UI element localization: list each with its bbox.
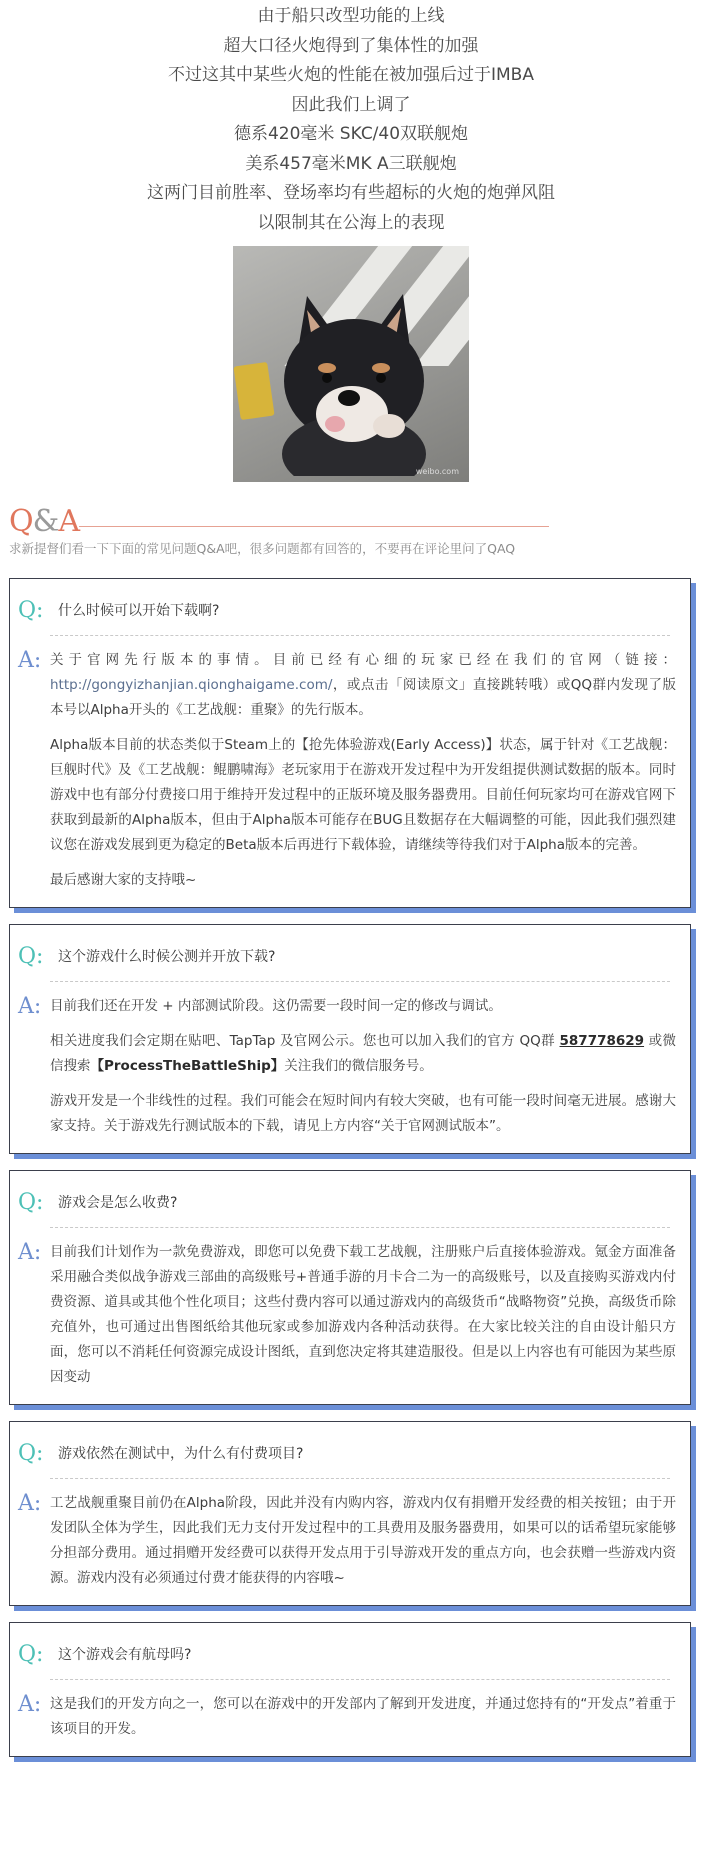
question-label: Q: xyxy=(18,597,44,623)
qq-group-number: 587778629 xyxy=(559,1033,645,1049)
image-watermark: weibo.com xyxy=(415,467,459,476)
answer-paragraph: 工艺战舰重聚目前仍在Alpha阶段，因此并没有内购内容，游戏内仅有捐赠开发经费的相关按钮；由于开发团队全体为学生，因此我们无力支付开发过程中的工具费用及服务器费用，如果可以的话希望玩家能够分担部分费用。通过捐赠开发经费可以获得开发点用于引导游戏开发的重点方向，也会获赠一些游戏内资源。游戏内没有必须通过付费才能获得的内容哦~ xyxy=(50,1495,676,1586)
intro-line: 德系420毫米 SKC/40双联舰炮 xyxy=(233,124,469,144)
answer-label: A: xyxy=(18,648,42,673)
intro-line: 以限制其在公海上的表现 xyxy=(257,212,445,233)
answer-paragraph: 关于官网先行版本的事情。目前已经有心细的玩家已经在我们的官网（链接：http://gongyizhanjian.qionghaigame.com/，或点击「阅读原文」直接跳转哦）或QQ群内发现了版本号以Alpha开头的《工艺战舰：重聚》的先行版本。 xyxy=(50,652,676,718)
question-text: 这个游戏什么时候公测并开放下载? xyxy=(58,949,276,965)
faq-card-download xyxy=(9,578,691,908)
answer-paragraph: Alpha版本目前的状态类似于Steam上的【抢先体验游戏(Early Access)】状态，属于针对《工艺战舰：巨舰时代》及《工艺战舰：鲲鹏啸海》老玩家用于在游戏开发过程中为开发组提供测试数据的版本。同时游戏中也有部分付费接口用于维持开发过程中的正版环境及服务器费用。目前任何玩家均可在游戏官网下获取到最新的Alpha版本，但由于Alpha版本可能存在BUG且数据存在大幅调整的可能，因此我们强烈建议您在游戏发展到更为稳定的Beta版本后再进行下载体验，请继续等待我们对于Alpha版本的完善。 xyxy=(50,737,676,853)
faq-card-pricing xyxy=(9,1170,691,1405)
official-site-link[interactable]: http://gongyizhanjian.qionghaigame.com/ xyxy=(50,677,333,693)
intro-line: 超大口径火炮得到了集体性的加强 xyxy=(223,35,479,56)
wechat-account: 【ProcessTheBattleShip】 xyxy=(90,1058,285,1074)
answer-label: A: xyxy=(18,1491,42,1516)
intro-line: 这两门目前胜率、登场率均有些超标的火炮的炮弹风阻 xyxy=(147,183,555,203)
question-text: 什么时候可以开始下载啊? xyxy=(58,603,220,619)
intro-line: 由于船只改型功能的上线 xyxy=(257,6,445,26)
dog-illustration xyxy=(277,286,431,476)
question-text: 游戏会是怎么收费? xyxy=(58,1195,178,1211)
faq-card-paid-items xyxy=(9,1421,691,1606)
qa-header xyxy=(9,504,702,560)
shiba-dog-image xyxy=(233,246,469,482)
question-label: Q: xyxy=(18,1440,44,1466)
intro-text xyxy=(0,0,702,238)
answer-paragraph: 游戏开发是一个非线性的过程。我们可能会在短时间内有较大突破，也有可能一段时间毫无进展。感谢大家支持。关于游戏先行测试版本的下载，请见上方内容“关于官网测试版本”。 xyxy=(50,1093,676,1134)
answer-paragraph: 这是我们的开发方向之一，您可以在游戏中的开发部内了解到开发进度，并通过您持有的“开发点”着重于该项目的开发。 xyxy=(50,1696,676,1737)
question-label: Q: xyxy=(18,1189,44,1215)
question-text: 游戏依然在测试中，为什么有付费项目? xyxy=(58,1446,304,1462)
faq-card-carriers xyxy=(9,1622,691,1757)
answer-label: A: xyxy=(18,1240,42,1265)
question-label: Q: xyxy=(18,1641,44,1667)
faq-card-public-test xyxy=(9,924,691,1154)
answer-label: A: xyxy=(18,1692,42,1717)
intro-line: 因此我们上调了 xyxy=(291,94,411,115)
answer-paragraph: 目前我们计划作为一款免费游戏，即您可以免费下载工艺战舰，注册账户后直接体验游戏。氪金方面准备采用融合类似战争游戏三部曲的高级账号+普通手游的月卡合二为一的高级账号，以及直接购买游戏内付费资源、道具或其他个性化项目；这些付费内容可以通过游戏内的高级货币“战略物资”兑换，高级货币除充值外，也可通过出售图纸给其他玩家或参加游戏内各种活动获得。在大家比较关注的自由设计船只方面，您可以不消耗任何资源完成设计图纸，直到您决定将其建造服役。但是以上内容也有可能因为某些原因变动 xyxy=(50,1244,676,1385)
answer-label: A: xyxy=(18,994,42,1019)
answer-paragraph: 目前我们还在开发 + 内部测试阶段。这仍需要一段时间一定的修改与调试。 xyxy=(50,998,502,1014)
answer-paragraph: 最后感谢大家的支持哦~ xyxy=(50,872,197,888)
qa-divider-line xyxy=(79,526,549,527)
intro-line: 不过这其中某些火炮的性能在被加强后过于IMBA xyxy=(168,65,534,85)
question-text: 这个游戏会有航母吗? xyxy=(58,1647,192,1663)
qa-subtitle: 求新提督们看一下下面的常见问题Q&A吧，很多问题都有回答的，不要再在评论里问了QAQ xyxy=(9,541,516,556)
qa-logo: Q&A xyxy=(9,504,79,539)
question-label: Q: xyxy=(18,943,44,969)
intro-line: 美系457毫米MK A三联舰炮 xyxy=(245,153,457,174)
answer-paragraph: 相关进度我们会定期在贴吧、TapTap 及官网公示。您也可以加入我们的官方 QQ群 587778629 或微信搜索【ProcessTheBattleShip】关注我们的微信服务号。 xyxy=(50,1033,676,1074)
